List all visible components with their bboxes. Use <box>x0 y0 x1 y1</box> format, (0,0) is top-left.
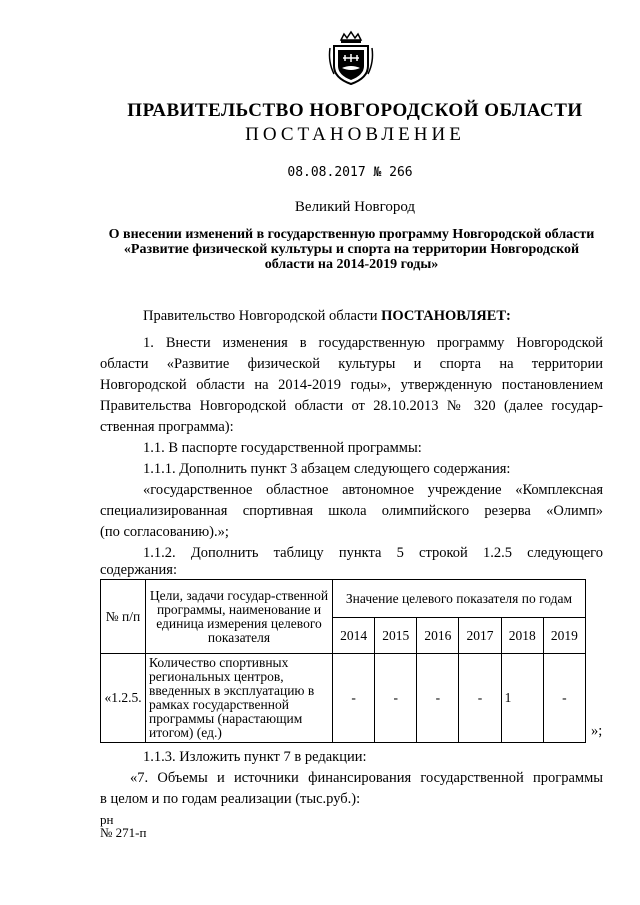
row-value: - <box>333 654 375 743</box>
body-line: специализированная спортивная школа олимпийского резерва «Олимп» <box>100 503 603 519</box>
intro-text: Правительство Новгородской области <box>143 308 382 324</box>
body-line: Правительства Новгородской области от 28.10.2013 № 320 (далее государ- <box>100 398 603 414</box>
row-value: - <box>543 654 585 743</box>
header-year: 2017 <box>459 618 501 654</box>
body-line: «7. Объемы и источники финансирования государственной программы <box>130 770 603 786</box>
target-indicator-table <box>100 579 586 743</box>
body-line: области «Развитие физической культуры и спорта на территории <box>100 356 603 372</box>
city: Великий Новгород <box>294 199 416 215</box>
body-line: 1.1.3. Изложить пункт 7 в редакции: <box>143 749 367 765</box>
coat-of-arms-icon <box>326 28 376 86</box>
body-line: в целом и по годам реализации (тыс.руб.): <box>100 791 361 807</box>
header-year: 2019 <box>543 618 585 654</box>
body-line: содержания: <box>100 562 178 578</box>
header-year: 2016 <box>417 618 459 654</box>
header-year: 2015 <box>375 618 417 654</box>
footer-doc-code: № 271-п <box>100 825 147 840</box>
row-goal: Количество спортивных региональных центров, введенных в эксплуатацию в рамках государственной программы (нарастающим итогом) (ед.) <box>146 654 333 743</box>
row-number: «1.2.5. <box>101 654 146 743</box>
body-line: (по согласованию).»; <box>100 524 229 540</box>
row-value: - <box>417 654 459 743</box>
date-and-number: 08.08.2017 № 266 <box>287 165 413 180</box>
header-goal: Цели, задачи государ-ственной программы, наименование и единица измерения целевого показателя <box>146 580 333 654</box>
header-year: 2014 <box>333 618 375 654</box>
intro-paragraph <box>143 306 511 327</box>
body-line: Новгородской области на 2014-2019 годы», утвержденную постановлением <box>100 377 603 393</box>
intro-emphasis: ПОСТАНОВЛЯЕТ: <box>381 308 511 324</box>
header-year: 2018 <box>501 618 543 654</box>
row-value: 1 <box>501 654 543 743</box>
body-line: 1.1. В паспорте государственной программы: <box>143 440 422 456</box>
body-line: «государственное областное автономное учреждение «Комплексная <box>143 482 603 498</box>
header-values: Значение целевого показателя по годам <box>333 580 586 618</box>
row-value: - <box>375 654 417 743</box>
footer-initials: рн <box>100 812 114 827</box>
document-type: ПОСТАНОВЛЕНИЕ <box>245 124 465 145</box>
organization-title: ПРАВИТЕЛЬСТВО НОВГОРОДСКОЙ ОБЛАСТИ <box>127 100 583 121</box>
row-value: - <box>459 654 501 743</box>
document-subject: О внесении изменений в государственную программу Новгородской области «Развитие физической культуры и спорта на территории Новгородской области на 2014-2019 годы» <box>108 227 595 272</box>
body-line: 1.1.2. Дополнить таблицу пункта 5 строкой 1.2.5 следующего <box>143 545 603 561</box>
header-number: № п/п <box>101 580 146 654</box>
table-closing-mark: »; <box>591 723 603 739</box>
body-line: ственная программа): <box>100 419 234 435</box>
body-line: 1. Внести изменения в государственную программу Новгородской <box>143 335 603 351</box>
body-line: 1.1.1. Дополнить пункт 3 абзацем следующего содержания: <box>143 461 511 477</box>
